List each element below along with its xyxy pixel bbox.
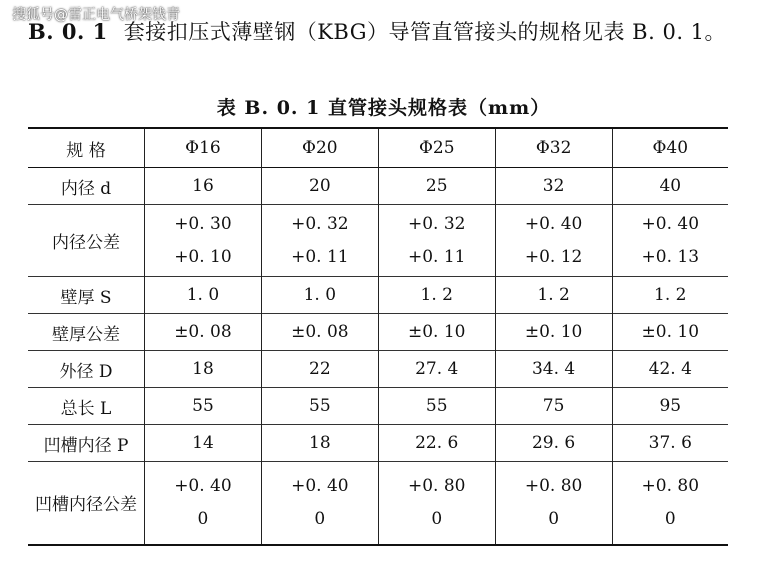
tolerance-lower: 0: [664, 508, 676, 529]
table-cell: ±0. 10: [612, 314, 728, 351]
table-cell: 22. 6: [378, 425, 495, 462]
header-label-cell: 规 格: [66, 140, 106, 161]
row-label: 凹槽内径 P: [43, 435, 129, 456]
table-cell: ±0. 08: [145, 314, 262, 351]
table-cell: [145, 462, 262, 545]
table-cell: 55: [145, 388, 262, 425]
tolerance-lower: 0: [548, 508, 560, 529]
table-cell: ±0. 10: [378, 314, 495, 351]
table-cell: [378, 205, 495, 277]
table-cell: 75: [495, 388, 612, 425]
tolerance-lower: 0: [431, 508, 443, 529]
column-header: Φ25: [378, 128, 495, 168]
table-row: [28, 425, 728, 462]
table-row: [28, 205, 728, 277]
table-cell: 20: [261, 168, 378, 205]
tolerance-lower: +0. 10: [174, 246, 232, 267]
table-cell: 32: [495, 168, 612, 205]
table-cell: 40: [612, 168, 728, 205]
intro-text: 套接扣压式薄壁钢（KBG）导管直管接头的规格见表 B. 0. 1。: [123, 20, 727, 44]
table-cell: [612, 205, 728, 277]
table-row: [28, 277, 728, 314]
table-cell: [495, 205, 612, 277]
tolerance-upper: +0. 40: [291, 475, 349, 496]
watermark: 搜狐号@雷正电气桥架钱青: [12, 7, 180, 23]
tolerance-upper: +0. 40: [174, 475, 232, 496]
column-header: Φ16: [145, 128, 262, 168]
row-label: 壁厚公差: [52, 324, 120, 345]
spec-table: [28, 127, 728, 546]
table-cell: ±0. 08: [261, 314, 378, 351]
table-cell: 18: [145, 351, 262, 388]
table-cell: 34. 4: [495, 351, 612, 388]
row-label: 凹槽内径公差: [35, 495, 137, 516]
column-header: Φ20: [261, 128, 378, 168]
row-label: 内径 d: [60, 178, 112, 199]
table-cell: 16: [145, 168, 262, 205]
tolerance-lower: +0. 12: [524, 246, 583, 267]
table-cell: 42. 4: [612, 351, 728, 388]
row-label: 壁厚 S: [60, 287, 112, 308]
table-cell: 1. 0: [261, 277, 378, 314]
tolerance-upper: +0. 80: [641, 475, 700, 496]
table-cell: [145, 205, 262, 277]
table-cell: 25: [378, 168, 495, 205]
tolerance-upper: +0. 40: [641, 213, 700, 234]
tolerance-lower: 0: [197, 508, 209, 529]
tolerance-upper: +0. 80: [407, 475, 466, 496]
tolerance-lower: 0: [314, 508, 326, 529]
table-cell: [378, 462, 495, 545]
table-row: [28, 462, 728, 545]
column-header: Φ32: [495, 128, 612, 168]
row-label: 外径 D: [59, 361, 113, 382]
table-cell: 1. 2: [378, 277, 495, 314]
tolerance-upper: +0. 30: [174, 213, 232, 234]
table-cell: 1. 2: [612, 277, 728, 314]
tolerance-upper: +0. 40: [524, 213, 583, 234]
table-cell: 29. 6: [495, 425, 612, 462]
table-cell: 1. 2: [495, 277, 612, 314]
tolerance-lower: +0. 11: [407, 246, 466, 267]
table-cell: [495, 462, 612, 545]
table-row: [28, 314, 728, 351]
table-row: [28, 168, 728, 205]
table-cell: 14: [145, 425, 262, 462]
row-label: 总长 L: [60, 398, 112, 419]
table-cell: [261, 205, 378, 277]
table-row: [28, 388, 728, 425]
table-caption: 表 B. 0. 1 直管接头规格表（mm）: [216, 97, 551, 119]
table-cell: 18: [261, 425, 378, 462]
table-cell: [612, 462, 728, 545]
table-header-row: [28, 128, 728, 168]
tolerance-upper: +0. 32: [407, 213, 466, 234]
table-cell: 22: [261, 351, 378, 388]
tolerance-lower: +0. 13: [641, 246, 700, 267]
row-label: 内径公差: [52, 233, 120, 253]
table-cell: 37. 6: [612, 425, 728, 462]
tolerance-upper: +0. 32: [291, 213, 349, 234]
tolerance-lower: +0. 11: [291, 246, 349, 267]
table-cell: ±0. 10: [495, 314, 612, 351]
tolerance-upper: +0. 80: [524, 475, 583, 496]
table-cell: 55: [378, 388, 495, 425]
table-row: [28, 351, 728, 388]
table-cell: 1. 0: [145, 277, 262, 314]
column-header: Φ40: [612, 128, 728, 168]
table-cell: 55: [261, 388, 378, 425]
table-cell: 95: [612, 388, 728, 425]
table-cell: [261, 462, 378, 545]
clause-number: B. 0. 1: [28, 19, 108, 44]
table-cell: 27. 4: [378, 351, 495, 388]
